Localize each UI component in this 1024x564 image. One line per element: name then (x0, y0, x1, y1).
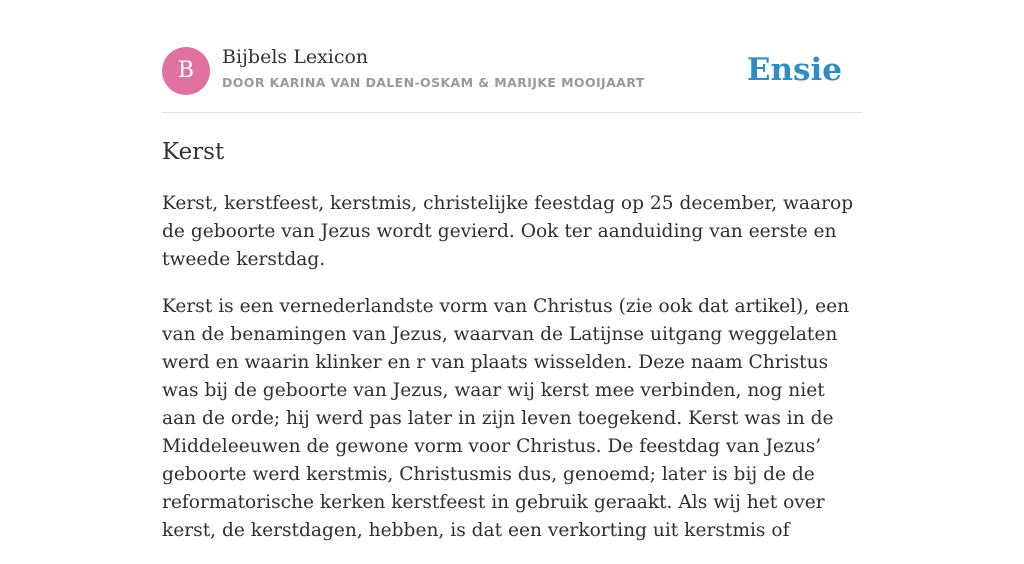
book-header (162, 0, 862, 113)
article-body (162, 190, 862, 564)
book-title[interactable]: Bijbels Lexicon (222, 46, 369, 68)
book-authors: DOOR KARINA VAN DALEN-OSKAM & MARIJKE MOOIJAART (222, 75, 645, 90)
article-container (162, 0, 862, 541)
article-title: Kerst (162, 139, 225, 165)
paragraph: Kerst is een vernederlandste vorm van Christus (zie ook dat artikel), een van de benamingen van Jezus, waarvan de Latijnse uitgang weggelaten werd en waarin klinker en r van plaats wisselden. Deze naam Christus was bij de geboorte van Jezus, waar wij kerst mee verbinden, nog niet aan de orde; hij werd pas later in zijn leven toegekend. Kerst was in de Middeleeuwen de gewone vorm voor Christus. De feestdag van Jezus’ geboorte werd kerstmis, Christusmis dus, genoemd; later is bij de de reformatorische kerken kerstfeest in gebruik geraakt. Als wij het over kerst, de kerstdagen, hebben, is dat een verkorting uit kerstmis of (162, 296, 850, 541)
paragraph: Kerst, kerstfeest, kerstmis, christelijke feestdag op 25 december, waarop de geboorte van Jezus wordt gevierd. Ook ter aanduiding van eerste en tweede kerstdag. (162, 193, 854, 270)
book-avatar[interactable]: B (162, 47, 210, 95)
ensie-logo[interactable]: Ensie (746, 52, 842, 88)
